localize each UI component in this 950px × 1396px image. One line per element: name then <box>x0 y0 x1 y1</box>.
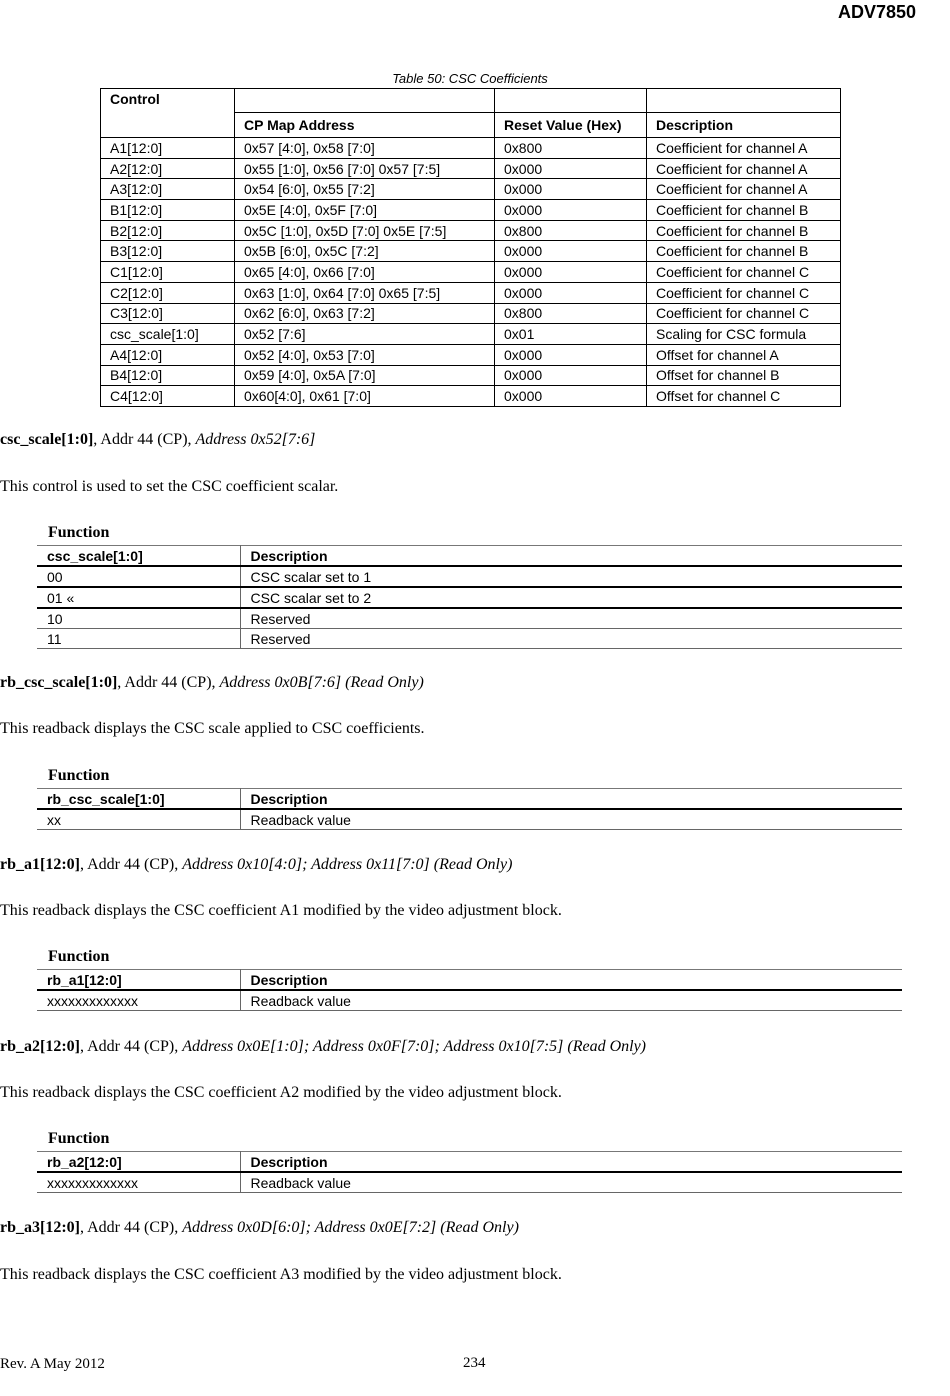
function-label: Function <box>48 1130 110 1147</box>
csc-coefficients-table <box>100 88 841 407</box>
table-row <box>101 179 841 200</box>
document-title: ADV7850 <box>837 2 916 22</box>
section-heading-rb-a3 <box>0 1219 519 1237</box>
cell-reset: 0x000 <box>495 344 647 365</box>
cell-address: 0x57 [4:0], 0x58 [7:0] <box>235 138 495 159</box>
register-name: csc_scale[1:0] <box>0 431 94 448</box>
cell-address: 0x62 [6:0], 0x63 [7:2] <box>235 303 495 324</box>
cell-control: B1[12:0] <box>101 200 235 221</box>
register-addr: , Addr 44 (CP), <box>117 674 220 691</box>
cell-address: 0x5B [6:0], 0x5C [7:2] <box>235 241 495 262</box>
cell-description: Offset for channel B <box>647 365 841 386</box>
function-col1-header: rb_csc_scale[1:0] <box>37 789 240 810</box>
function-description: Reserved <box>240 629 902 649</box>
function-description: CSC scalar set to 2 <box>240 587 902 608</box>
table-row <box>101 365 841 386</box>
cell-reset: 0x01 <box>495 324 647 345</box>
cell-reset: 0x000 <box>495 386 647 407</box>
function-value: xxxxxxxxxxxxx <box>37 1172 240 1193</box>
function-col2-header: Description <box>240 546 902 567</box>
register-name: rb_csc_scale[1:0] <box>0 674 118 691</box>
cell-description: Coefficient for channel A <box>647 138 841 159</box>
cell-control: C2[12:0] <box>101 282 235 303</box>
table-row <box>101 344 841 365</box>
cell-description: Coefficient for channel B <box>647 220 841 241</box>
header-spacer <box>495 89 647 113</box>
cell-address: 0x59 [4:0], 0x5A [7:0] <box>235 365 495 386</box>
function-col2-header: Description <box>240 789 902 810</box>
cell-description: Coefficient for channel C <box>647 303 841 324</box>
cell-control: C1[12:0] <box>101 262 235 283</box>
cell-address: 0x54 [6:0], 0x55 [7:2] <box>235 179 495 200</box>
cell-description: Coefficient for channel A <box>647 179 841 200</box>
cell-reset: 0x800 <box>495 220 647 241</box>
cell-control: A3[12:0] <box>101 179 235 200</box>
table-caption: Table 50: CSC Coefficients <box>392 71 548 86</box>
function-table-rb-csc-scale <box>37 788 902 830</box>
section-description: This readback displays the CSC coefficient A2 modified by the video adjustment block. <box>0 1084 562 1101</box>
function-description: Reserved <box>240 608 902 629</box>
header-reset: Reset Value (Hex) <box>495 113 647 138</box>
header-address: CP Map Address <box>235 113 495 138</box>
cell-address: 0x52 [4:0], 0x53 [7:0] <box>235 344 495 365</box>
cell-control: C3[12:0] <box>101 303 235 324</box>
table-row <box>101 138 841 159</box>
register-address: Address 0x10[4:0]; Address 0x11[7:0] (Read Only) <box>182 856 513 873</box>
table-row <box>101 386 841 407</box>
cell-reset: 0x000 <box>495 262 647 283</box>
function-value: 10 <box>37 608 240 629</box>
cell-control: A2[12:0] <box>101 158 235 179</box>
cell-reset: 0x000 <box>495 241 647 262</box>
cell-address: 0x63 [1:0], 0x64 [7:0] 0x65 [7:5] <box>235 282 495 303</box>
cell-description: Coefficient for channel B <box>647 200 841 221</box>
cell-reset: 0x000 <box>495 200 647 221</box>
cell-description: Scaling for CSC formula <box>647 324 841 345</box>
cell-description: Coefficient for channel C <box>647 282 841 303</box>
register-addr: , Addr 44 (CP), <box>93 431 196 448</box>
function-label: Function <box>48 948 110 965</box>
function-description: CSC scalar set to 1 <box>240 566 902 587</box>
function-table-rb-a1 <box>37 969 902 1011</box>
function-col1-header: rb_a2[12:0] <box>37 1152 240 1173</box>
cell-address: 0x52 [7:6] <box>235 324 495 345</box>
register-addr: , Addr 44 (CP), <box>79 856 183 873</box>
function-col1-header: csc_scale[1:0] <box>37 546 240 567</box>
cell-description: Coefficient for channel B <box>647 241 841 262</box>
register-address: Address 0x52[7:6] <box>195 431 316 448</box>
function-value: 11 <box>37 629 240 649</box>
section-description: This readback displays the CSC coefficient A3 modified by the video adjustment block. <box>0 1266 562 1283</box>
function-table-rb-a2 <box>37 1151 902 1193</box>
cell-control: B2[12:0] <box>101 220 235 241</box>
cell-reset: 0x800 <box>495 303 647 324</box>
table-row <box>101 158 841 179</box>
section-heading-csc-scale <box>0 431 315 449</box>
header-spacer <box>235 89 495 113</box>
header-spacer <box>647 89 841 113</box>
register-name: rb_a1[12:0] <box>0 856 80 873</box>
cell-reset: 0x000 <box>495 365 647 386</box>
cell-control: csc_scale[1:0] <box>101 324 235 345</box>
register-address: Address 0x0E[1:0]; Address 0x0F[7:0]; Address 0x10[7:5] (Read Only) <box>182 1038 647 1055</box>
section-description: This readback displays the CSC coefficient A1 modified by the video adjustment block. <box>0 902 562 919</box>
section-description: This control is used to set the CSC coefficient scalar. <box>0 478 339 495</box>
function-table-csc-scale <box>37 545 902 649</box>
cell-address: 0x5E [4:0], 0x5F [7:0] <box>235 200 495 221</box>
function-col2-header: Description <box>240 970 902 991</box>
cell-reset: 0x000 <box>495 179 647 200</box>
header-control: Control <box>101 89 235 138</box>
cell-control: B4[12:0] <box>101 365 235 386</box>
cell-address: 0x65 [4:0], 0x66 [7:0] <box>235 262 495 283</box>
cell-control: B3[12:0] <box>101 241 235 262</box>
register-addr: , Addr 44 (CP), <box>79 1038 183 1055</box>
cell-description: Coefficient for channel C <box>647 262 841 283</box>
function-description: Readback value <box>240 1172 902 1193</box>
function-label: Function <box>48 767 110 784</box>
function-description: Readback value <box>240 990 902 1011</box>
register-addr: , Addr 44 (CP), <box>79 1219 183 1236</box>
cell-description: Offset for channel A <box>647 344 841 365</box>
table-row <box>101 241 841 262</box>
cell-reset: 0x800 <box>495 138 647 159</box>
register-address: Address 0x0D[6:0]; Address 0x0E[7:2] (Read Only) <box>182 1219 519 1236</box>
table-row <box>101 324 841 345</box>
cell-address: 0x60[4:0], 0x61 [7:0] <box>235 386 495 407</box>
function-col1-header: rb_a1[12:0] <box>37 970 240 991</box>
cell-reset: 0x000 <box>495 282 647 303</box>
function-value: xxxxxxxxxxxxx <box>37 990 240 1011</box>
table-row <box>101 200 841 221</box>
cell-reset: 0x000 <box>495 158 647 179</box>
cell-address: 0x5C [1:0], 0x5D [7:0] 0x5E [7:5] <box>235 220 495 241</box>
header-description: Description <box>647 113 841 138</box>
table-row <box>101 262 841 283</box>
register-name: rb_a3[12:0] <box>0 1219 80 1236</box>
function-label: Function <box>48 524 110 541</box>
cell-description: Coefficient for channel A <box>647 158 841 179</box>
table-row <box>101 282 841 303</box>
cell-description: Offset for channel C <box>647 386 841 407</box>
cell-control: A1[12:0] <box>101 138 235 159</box>
section-heading-rb-a1 <box>0 856 512 874</box>
cell-address: 0x55 [1:0], 0x56 [7:0] 0x57 [7:5] <box>235 158 495 179</box>
function-value: 00 <box>37 566 240 587</box>
function-col2-header: Description <box>240 1152 902 1173</box>
table-row <box>101 303 841 324</box>
register-name: rb_a2[12:0] <box>0 1038 80 1055</box>
table-row <box>101 220 841 241</box>
function-value: xx <box>37 809 240 830</box>
cell-control: C4[12:0] <box>101 386 235 407</box>
footer-revision: Rev. A May 2012 <box>0 1356 105 1372</box>
section-heading-rb-a2 <box>0 1038 646 1056</box>
register-address: Address 0x0B[7:6] (Read Only) <box>219 674 424 691</box>
cell-control: A4[12:0] <box>101 344 235 365</box>
section-heading-rb-csc-scale <box>0 674 424 692</box>
function-description: Readback value <box>240 809 902 830</box>
section-description: This readback displays the CSC scale applied to CSC coefficients. <box>0 720 425 737</box>
footer-page-number: 234 <box>463 1355 486 1371</box>
function-value: 01 « <box>37 587 240 608</box>
